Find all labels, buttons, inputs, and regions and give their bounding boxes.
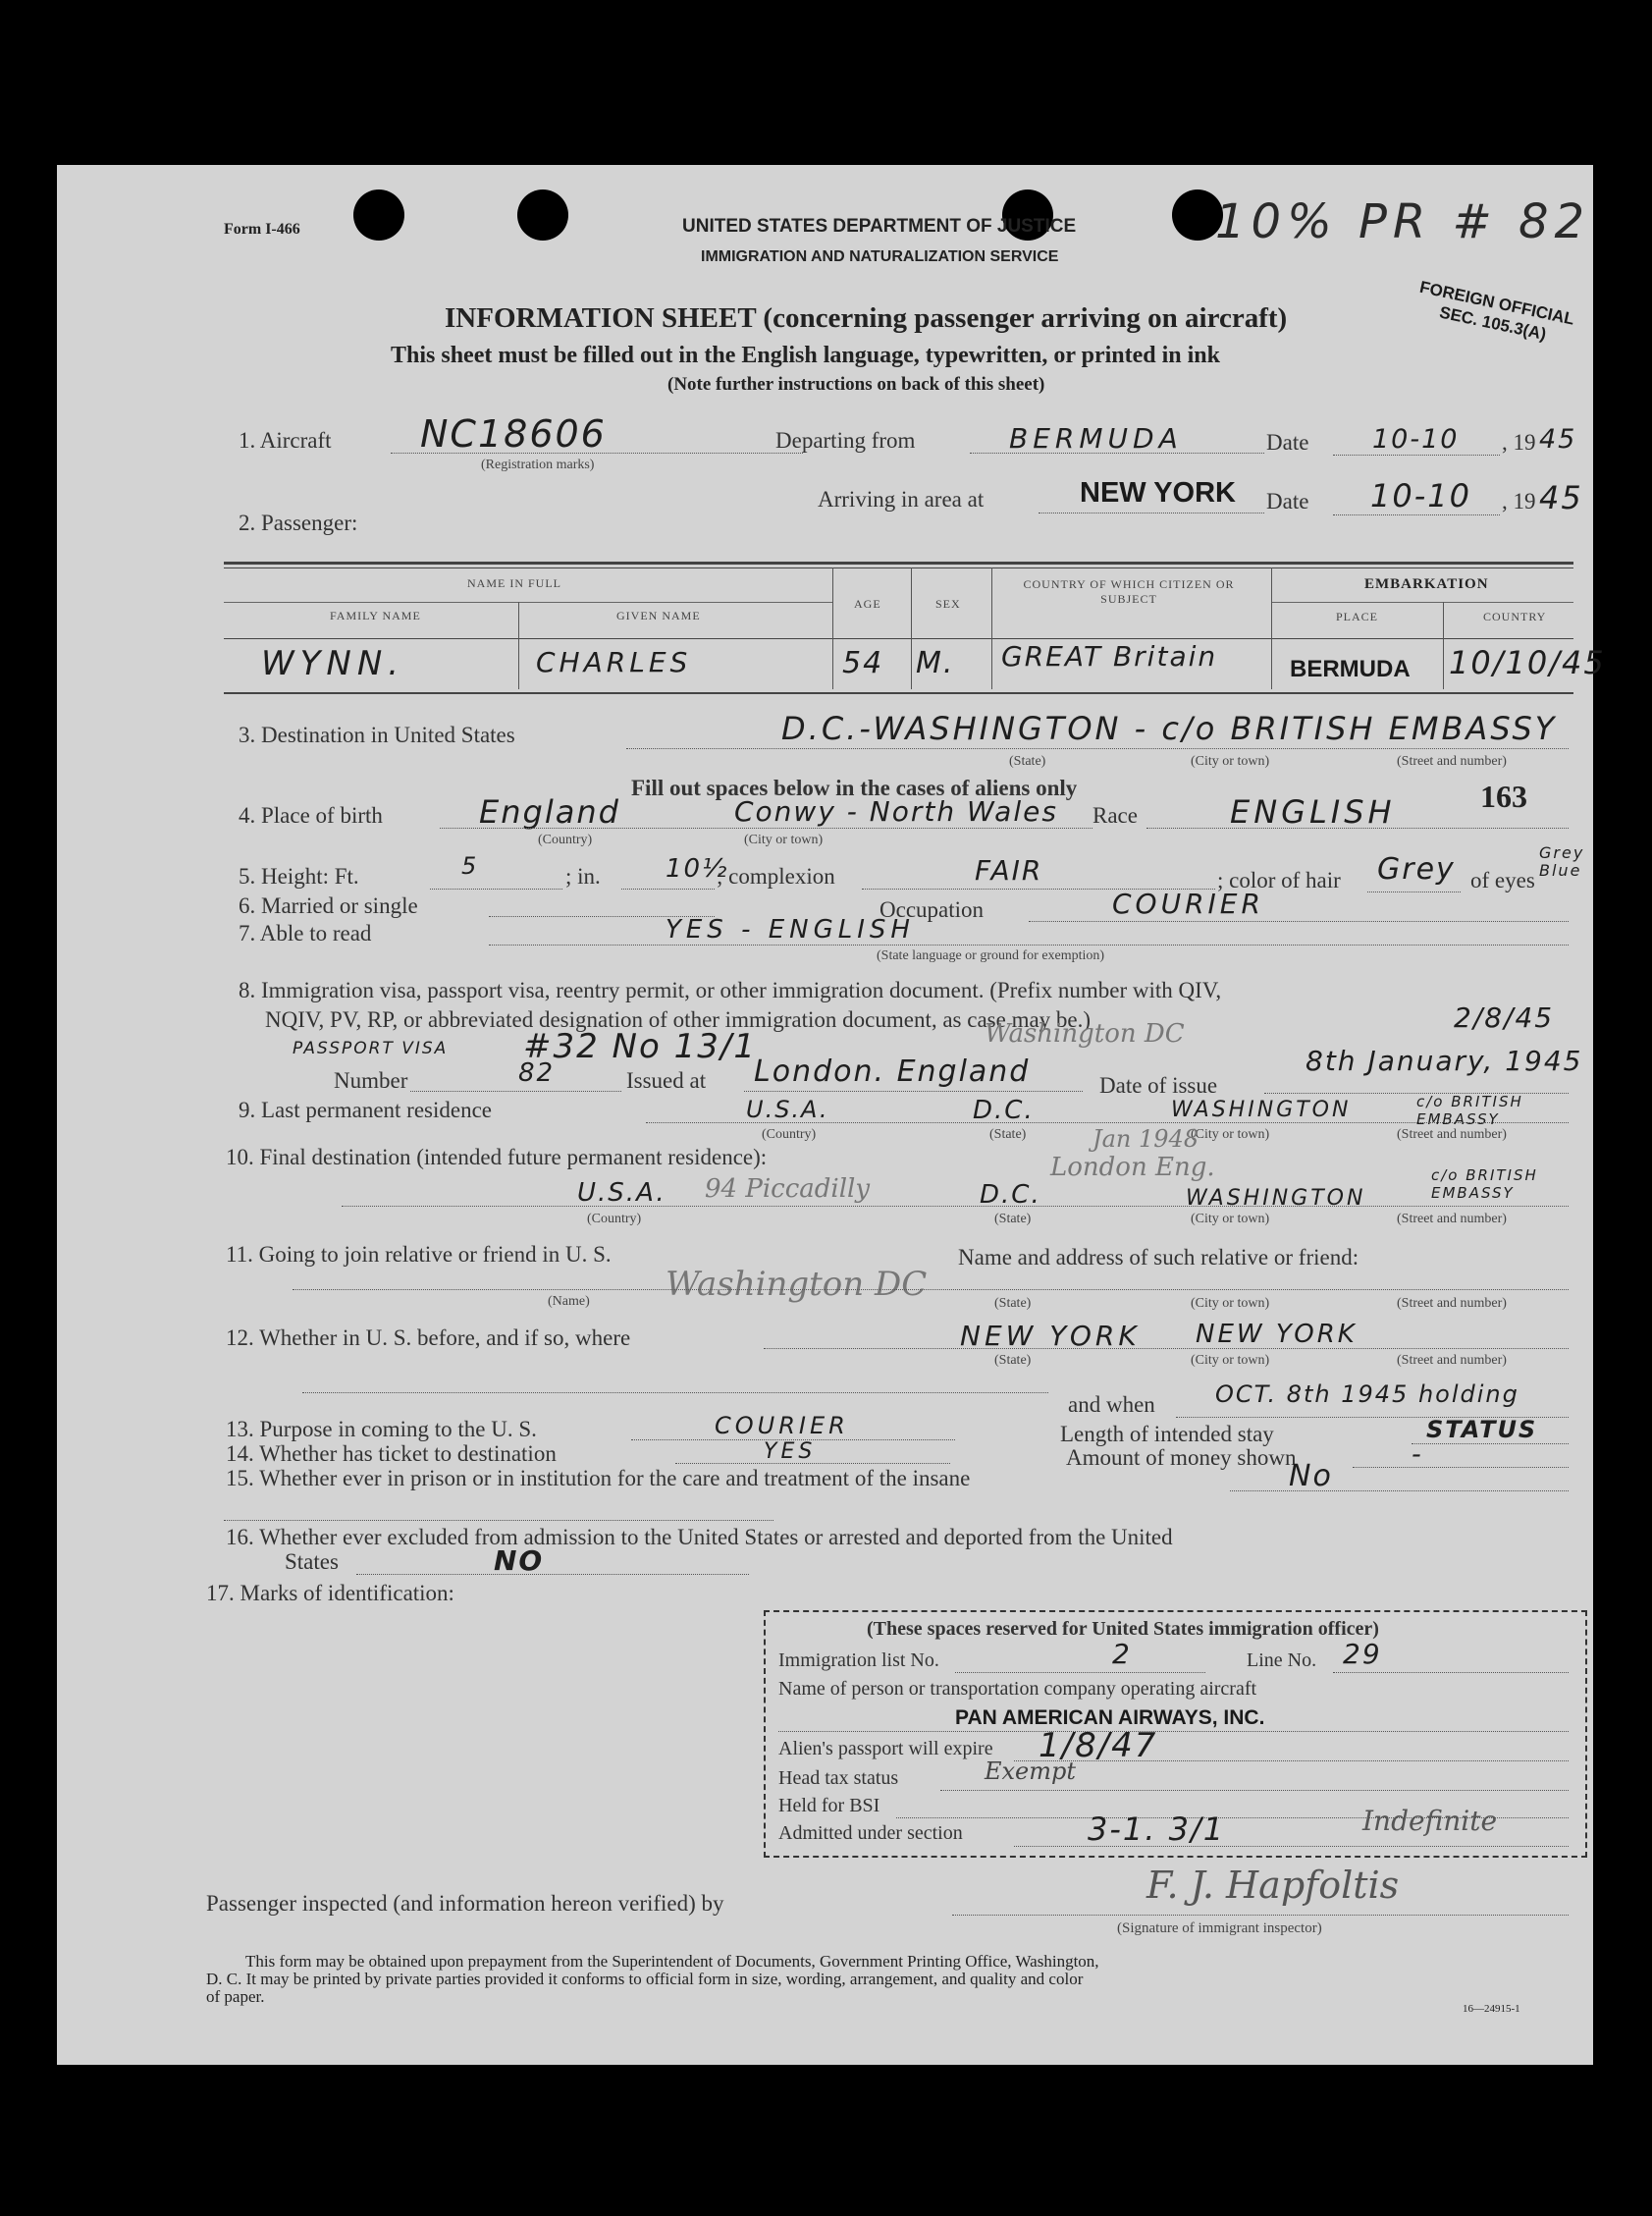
res-country-caption: (Country) <box>762 1127 817 1142</box>
punch-hole <box>353 189 404 241</box>
list-value: 2 <box>1112 1638 1132 1670</box>
before-state-caption: (State) <box>994 1353 1032 1368</box>
aircraft-value: NC18606 <box>420 412 607 456</box>
residence-pencil: Jan 1948 <box>1092 1125 1199 1153</box>
print-code: 16—24915-1 <box>1463 2003 1520 2015</box>
residence-city: WASHINGTON <box>1171 1098 1352 1122</box>
height-label: 5. Height: Ft. <box>239 864 359 889</box>
age-value: 54 <box>842 646 884 680</box>
line-label: Line No. <box>1247 1649 1317 1671</box>
res-state-caption: (State) <box>989 1127 1027 1142</box>
name-in-full-header: NAME IN FULL <box>467 576 561 590</box>
race-value: ENGLISH <box>1230 793 1396 831</box>
residence-state: D.C. <box>973 1096 1035 1125</box>
married-label: 6. Married or single <box>239 893 418 918</box>
year2-value: 45 <box>1539 479 1583 516</box>
line-value: 29 <box>1343 1638 1382 1670</box>
date-value: 10-10 <box>1372 424 1460 455</box>
res-street-caption: (Street and number) <box>1397 1127 1507 1142</box>
admitted-label: Admitted under section <box>778 1822 963 1844</box>
date-issue-label: Date of issue <box>1099 1073 1218 1098</box>
headtax-value: Exempt <box>985 1757 1077 1785</box>
when-value: OCT. 8th 1945 holding <box>1215 1380 1519 1408</box>
officer-box-header: (These spaces reserved for United States immigration officer) <box>867 1618 1379 1640</box>
operator-value: PAN AMERICAN AIRWAYS, INC. <box>955 1706 1265 1729</box>
fd-state-caption: (State) <box>994 1212 1032 1226</box>
form-note: (Note further instructions on back of this sheet) <box>667 374 1045 395</box>
punch-hole <box>517 189 568 241</box>
birth-city-value: Conwy - North Wales <box>734 795 1058 828</box>
join-label: 11. Going to join relative or friend in U. S. <box>226 1242 612 1267</box>
footer-line-1: This form may be obtained upon prepayment from the Superintendent of Documents, Government Printing Office, Washington, <box>245 1952 1099 1971</box>
sex-header: SEX <box>935 597 961 611</box>
issued-label: Issued at <box>626 1068 707 1093</box>
admitted-value-2: Indefinite <box>1362 1805 1498 1837</box>
country-header: COUNTRY <box>1483 610 1547 623</box>
family-name-value: WYNN. <box>261 644 405 683</box>
fd-country-caption: (Country) <box>587 1212 642 1226</box>
complexion-label: ; complexion <box>717 864 835 889</box>
country-citizen-header: COUNTRY OF WHICH CITIZEN OR SUBJECT <box>1023 577 1235 606</box>
hair-value: Grey <box>1377 852 1456 887</box>
before-city-caption: (City or town) <box>1191 1353 1270 1368</box>
residence-country: U.S.A. <box>746 1096 829 1123</box>
embark-place-value: BERMUDA <box>1290 656 1411 682</box>
date-label: Date <box>1266 430 1309 455</box>
money-label: Amount of money shown <box>1066 1445 1297 1470</box>
marks-label: 17. Marks of identification: <box>206 1581 454 1605</box>
operator-label: Name of person or transportation company operating aircraft <box>778 1678 1257 1700</box>
ticket-value: YES <box>764 1439 817 1464</box>
registration-caption: (Registration marks) <box>481 458 595 472</box>
visa-label-2: NQIV, PV, RP, or abbreviated designation of other immigration document, as case may be.) <box>265 1007 1092 1032</box>
handwritten-top-right: 10% PR # 82 <box>1215 194 1591 249</box>
age-header: AGE <box>854 597 881 611</box>
admitted-value: 3-1. 3/1 <box>1088 1811 1226 1848</box>
service: IMMIGRATION AND NATURALIZATION SERVICE <box>701 248 1059 265</box>
excluded-value: NO <box>494 1544 545 1577</box>
money-value: - <box>1412 1439 1423 1470</box>
doc-type-value: PASSPORT VISA <box>293 1039 449 1058</box>
departing-label: Departing from <box>775 428 916 453</box>
passport-expire-label: Alien's passport will expire <box>778 1738 993 1759</box>
excluded-label: 16. Whether ever excluded from admission to the United States or arrested and deported from the United <box>226 1525 1173 1549</box>
year2-prefix: , 19 <box>1502 489 1536 513</box>
inspector-signature: F. J. Hapfoltis <box>1146 1864 1400 1907</box>
before-street-caption: (Street and number) <box>1397 1353 1507 1368</box>
birthplace-label: 4. Place of birth <box>239 803 383 828</box>
final-dest-city: WASHINGTON <box>1186 1186 1366 1211</box>
before-city: NEW YORK <box>1196 1320 1358 1349</box>
final-dest-country: U.S.A. <box>577 1178 666 1208</box>
fd-street-caption: (Street and number) <box>1397 1212 1507 1226</box>
doc-number-value: #32 No 13/1 <box>523 1027 757 1066</box>
join-name-caption: (Name) <box>548 1294 590 1309</box>
purpose-label: 13. Purpose in coming to the U. S. <box>226 1417 537 1441</box>
birth-country-caption: (Country) <box>538 833 593 847</box>
aliens-note: Fill out spaces below in the cases of aliens only <box>631 776 1078 800</box>
join-pencil: Washington DC <box>666 1265 928 1304</box>
year-value: 45 <box>1539 424 1577 455</box>
department: UNITED STATES DEPARTMENT OF JUSTICE <box>682 216 1077 237</box>
date2-value: 10-10 <box>1370 477 1471 514</box>
page-number: 163 <box>1480 779 1527 814</box>
join-state-caption: (State) <box>994 1296 1032 1311</box>
inspector-caption: (Signature of immigrant inspector) <box>1117 1920 1322 1936</box>
passenger-label: 2. Passenger: <box>239 511 358 535</box>
bsi-label: Held for BSI <box>778 1795 880 1816</box>
date-issue-value: 8th January, 1945 <box>1306 1045 1583 1077</box>
height-ft-value: 5 <box>461 852 479 880</box>
inspected-label: Passenger inspected (and information hereon verified) by <box>206 1891 724 1916</box>
footer-line-3: of paper. <box>206 1987 265 2006</box>
sex-value: M. <box>916 646 955 680</box>
form-subtitle: This sheet must be filled out in the English language, typewritten, or printed in ink <box>391 343 1220 368</box>
destination-value: D.C.-WASHINGTON - c/o BRITISH EMBASSY <box>781 710 1558 747</box>
complexion-value: FAIR <box>975 854 1043 887</box>
read-value: YES - ENGLISH <box>666 915 915 945</box>
form-sheet <box>57 165 1606 2065</box>
hair-label: ; color of hair <box>1217 868 1341 892</box>
family-name-header: FAMILY NAME <box>330 609 421 622</box>
ticket-label: 14. Whether has ticket to destination <box>226 1441 557 1466</box>
given-name-header: GIVEN NAME <box>616 609 701 622</box>
final-dest-street: c/o BRITISH EMBASSY <box>1431 1166 1538 1202</box>
when-label: and when <box>1068 1392 1155 1417</box>
passport-expire-value: 1/8/47 <box>1039 1726 1158 1765</box>
aircraft-label: 1. Aircraft <box>239 428 332 453</box>
before-label: 12. Whether in U. S. before, and if so, where <box>226 1325 631 1350</box>
height-in-value: 10½ <box>666 854 729 884</box>
read-caption: (State language or ground for exemption) <box>877 948 1105 963</box>
stay-label: Length of intended stay <box>1060 1422 1274 1446</box>
final-dest-alt: 94 Piccadilly <box>705 1174 871 1204</box>
birth-country-value: England <box>479 793 620 831</box>
stay-value: STATUS <box>1426 1416 1538 1443</box>
issued-alt: Washington DC <box>985 1019 1185 1049</box>
final-dest-alt2: London Eng. <box>1050 1153 1215 1182</box>
visa-label: 8. Immigration visa, passport visa, reentry permit, or other immigration document. (Prefix number with QIV, <box>239 978 1222 1002</box>
list-label: Immigration list No. <box>778 1649 939 1671</box>
dest-state-caption: (State) <box>1009 754 1046 769</box>
final-dest-state: D.C. <box>980 1180 1041 1210</box>
departing-value: BERMUDA <box>1009 422 1183 455</box>
eyes-label: of eyes <box>1470 868 1535 892</box>
height-in-label: ; in. <box>565 864 601 889</box>
final-dest-label: 10. Final destination (intended future permanent residence): <box>226 1145 768 1169</box>
headtax-label: Head tax status <box>778 1767 899 1789</box>
join-label-2: Name and address of such relative or friend: <box>958 1245 1359 1270</box>
destination-label: 3. Destination in United States <box>239 723 515 747</box>
arriving-label: Arriving in area at <box>818 487 985 512</box>
issued-at-value: London. England <box>754 1054 1031 1089</box>
year-prefix: , 19 <box>1502 430 1536 455</box>
visa-date-alt: 2/8/45 <box>1454 1001 1555 1034</box>
occupation-value: COURIER <box>1112 888 1264 920</box>
form-number: Form I-466 <box>224 221 300 238</box>
res-city-caption: (City or town) <box>1191 1127 1270 1142</box>
occupation-label: Occupation <box>879 897 985 922</box>
fd-city-caption: (City or town) <box>1191 1212 1270 1226</box>
citizen-value: GREAT Britain <box>1001 640 1218 673</box>
join-street-caption: (Street and number) <box>1397 1296 1507 1311</box>
prison-label: 15. Whether ever in prison or in institution for the care and treatment of the insane <box>226 1466 971 1490</box>
embarkation-header: EMBARKATION <box>1364 576 1489 592</box>
join-city-caption: (City or town) <box>1191 1296 1270 1311</box>
number-value: 82 <box>518 1058 556 1088</box>
dest-street-caption: (Street and number) <box>1397 754 1507 769</box>
excluded-label-2: States <box>285 1549 339 1574</box>
race-label: Race <box>1092 803 1138 828</box>
before-state: NEW YORK <box>960 1320 1141 1352</box>
arriving-value: NEW YORK <box>1080 477 1236 509</box>
form-title: INFORMATION SHEET (concerning passenger arriving on aircraft) <box>445 302 1288 334</box>
dest-city-caption: (City or town) <box>1191 754 1270 769</box>
read-label: 7. Able to read <box>239 921 372 946</box>
number-label: Number <box>334 1068 408 1093</box>
embark-date-value: 10/10/45 <box>1449 644 1606 681</box>
footer-line-2: D. C. It may be printed by private parties provided it conforms to official form in size, wording, arrangement, and quality and color <box>206 1970 1084 1988</box>
birth-city-caption: (City or town) <box>744 833 824 847</box>
residence-street: c/o BRITISH EMBASSY <box>1416 1093 1523 1128</box>
given-name-value: CHARLES <box>536 646 692 678</box>
purpose-value: COURIER <box>715 1412 849 1439</box>
residence-label: 9. Last permanent residence <box>239 1098 492 1122</box>
prison-value: No <box>1289 1459 1333 1493</box>
foreign-official-stamp: FOREIGN OFFICIAL SEC. 105.3(A) <box>1417 277 1576 345</box>
place-header: PLACE <box>1336 610 1379 623</box>
date2-label: Date <box>1266 489 1309 513</box>
eyes-value: Grey Blue <box>1539 843 1585 880</box>
